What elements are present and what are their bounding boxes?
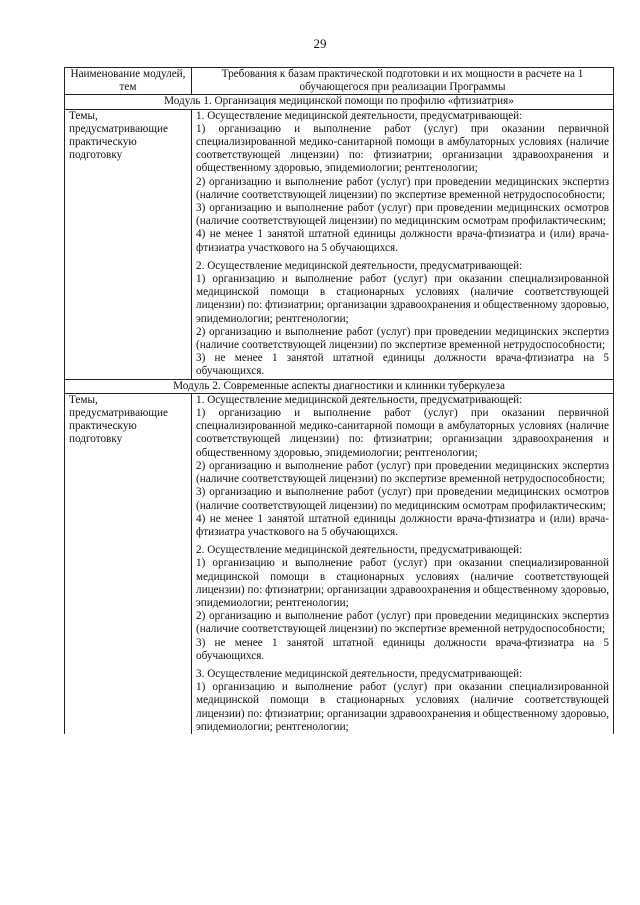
text-line: 2) организацию и выполнение работ (услуг) при проведении медицинских экспертиз (наличие соответствующей лицензии) по экспертизе временной нетрудоспособности; bbox=[196, 610, 609, 636]
module-2-block-3 bbox=[196, 668, 609, 734]
text-line: 1. Осуществление медицинской деятельности, предусматривающей: bbox=[196, 393, 523, 406]
module-1-block-1 bbox=[196, 110, 609, 255]
text-line: 1) организацию и выполнение работ (услуг) при оказании первичной специализированной медико-санитарной помощи в амбулаторных условиях (наличие соответствующей лицензии) по: фтизиатрии; организации здравоохранения и общественному здоровью, эпидемиологии; рентгенологии; bbox=[196, 122, 609, 175]
module-2-content-row bbox=[65, 393, 614, 734]
module-1-content-row bbox=[65, 109, 614, 379]
module-1-block-2 bbox=[196, 260, 609, 379]
module-2-title: Модуль 2. Современные аспекты диагностики и клиники туберкулеза bbox=[65, 379, 614, 393]
module-2-block-1 bbox=[196, 394, 609, 539]
text-line: 3) организацию и выполнение работ (услуг) при проведении медицинских осмотров (наличие соответствующей лицензии) по медицинским осмотрам профилактическим; bbox=[196, 202, 609, 228]
module-2-requirements bbox=[192, 393, 614, 734]
text-line: 3) не менее 1 занятой штатной единицы должности врача-фтизиатра на 5 обучающихся. bbox=[196, 352, 609, 378]
module-2-block-2 bbox=[196, 544, 609, 663]
text-line: 2. Осуществление медицинской деятельности, предусматривающей: bbox=[196, 259, 523, 272]
module-1-title-row bbox=[65, 95, 614, 109]
text-line: 2) организацию и выполнение работ (услуг) при проведении медицинских экспертиз (наличие соответствующей лицензии) по экспертизе временной нетрудоспособности; bbox=[196, 325, 609, 352]
text-line: 2) организацию и выполнение работ (услуг) при проведении медицинских экспертиз (наличие соответствующей лицензии) по экспертизе временной нетрудоспособности; bbox=[196, 175, 609, 201]
module-1-topic: Темы, предусматривающие практическую подготовку bbox=[65, 109, 192, 379]
text-line: 2. Осуществление медицинской деятельности, предусматривающей: bbox=[196, 544, 523, 557]
text-line: 4) не менее 1 занятой штатной единицы должности врача-фтизиатра и (или) врача-фтизиатра участкового на 5 обучающихся. bbox=[196, 512, 609, 538]
module-1-requirements bbox=[192, 109, 614, 379]
header-requirements: Требования к базам практической подготовки и их мощности в расчете на 1 обучающегося при реализации Программы bbox=[192, 68, 614, 95]
module-2-title-row bbox=[65, 379, 614, 393]
text-line: 1) организацию и выполнение работ (услуг) при оказании первичной специализированной медико-санитарной помощи в амбулаторных условиях (наличие соответствующей лицензии) по: фтизиатрии; организации здравоохранения и общественному здоровью, эпидемиологии; рентгенологии; bbox=[196, 407, 609, 459]
text-line: 3. Осуществление медицинской деятельности, предусматривающей: bbox=[196, 667, 523, 680]
text-line: 2) организацию и выполнение работ (услуг) при проведении медицинских экспертиз (наличие соответствующей лицензии) по экспертизе временной нетрудоспособности; bbox=[196, 459, 609, 486]
text-line: 3) не менее 1 занятой штатной единицы должности врача-фтизиатра на 5 обучающихся. bbox=[196, 636, 609, 662]
text-line: 1) организацию и выполнение работ (услуг) при оказании специализированной медицинской помощи в стационарных условиях (наличие соответствующей лицензии) по: фтизиатрии; организации здравоохранения и общественному здоровью, эпидемиологии; рентгенологии; bbox=[196, 557, 609, 609]
text-line: 4) не менее 1 занятой штатной единицы должности врача-фтизиатра и (или) врача-фтизиатра участкового на 5 обучающихся. bbox=[196, 228, 609, 254]
table-header-row bbox=[65, 68, 614, 95]
module-1-title: Модуль 1. Организация медицинской помощи по профилю «фтизиатрия» bbox=[65, 95, 614, 109]
text-line: 1) организацию и выполнение работ (услуг) при оказании специализированной медицинской помощи в стационарных условиях (наличие соответствующей лицензии) по: фтизиатрии; организации здравоохранения и общественному здоровью, эпидемиологии; рентгенологии; bbox=[196, 273, 609, 325]
module-2-topic: Темы, предусматривающие практическую подготовку bbox=[65, 393, 192, 734]
header-modules-topics: Наименование модулей, тем bbox=[65, 68, 192, 95]
page-number: 29 bbox=[313, 36, 327, 51]
requirements-table bbox=[64, 67, 614, 734]
text-line: 1) организацию и выполнение работ (услуг) при оказании специализированной медицинской помощи в стационарных условиях (наличие соответствующей лицензии) по: фтизиатрии; организации здравоохранения и общественному здоровью, эпидемиологии; рентгенологии; bbox=[196, 681, 609, 733]
text-line: 1. Осуществление медицинской деятельности, предусматривающей: bbox=[196, 109, 523, 122]
text-line: 3) организацию и выполнение работ (услуг) при проведении медицинских осмотров (наличие соответствующей лицензии) по медицинским осмотрам профилактическим; bbox=[196, 486, 609, 512]
